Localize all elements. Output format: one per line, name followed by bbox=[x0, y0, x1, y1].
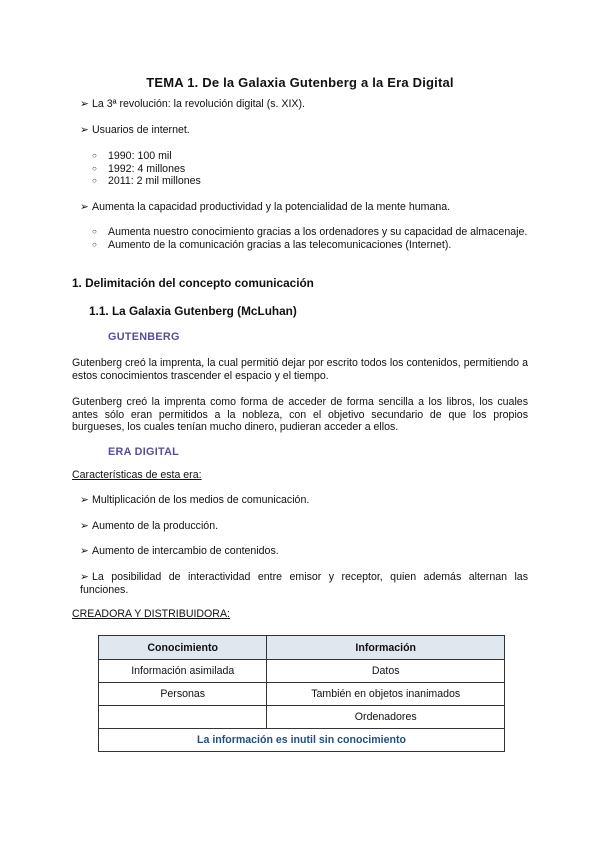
table-footer-row bbox=[99, 729, 505, 752]
table-row bbox=[99, 660, 505, 683]
arrow-bullet-icon: ➢ bbox=[80, 545, 89, 557]
arrow-bullet-icon: ➢ bbox=[80, 571, 89, 583]
section-heading-1-1: 1.1. La Galaxia Gutenberg (McLuhan) bbox=[89, 304, 297, 318]
gutenberg-heading: GUTENBERG bbox=[108, 331, 180, 343]
table-cell: Información asimilada bbox=[99, 660, 267, 683]
bullet-usuarios: ➢ Usuarios de internet. bbox=[80, 124, 190, 136]
section-heading-1: 1. Delimitación del concepto comunicación bbox=[72, 276, 314, 290]
list-item: ○ 2011: 2 mil millones bbox=[92, 175, 528, 188]
bullet-capacidad: ➢ Aumenta la capacidad productividad y la potencialidad de la mente humana. bbox=[80, 201, 451, 213]
table-row bbox=[99, 706, 505, 729]
gutenberg-paragraph-1: Gutenberg creó la imprenta, la cual permitió dejar por escrito todos los contenidos, permitiendo a estos conocimientos trascender el espacio y el tiempo. bbox=[72, 357, 528, 382]
table-header-cell: Información bbox=[267, 636, 505, 660]
era-bullet: ➢ Aumento de la producción. bbox=[80, 520, 219, 532]
gutenberg-paragraph-2: Gutenberg creó la imprenta como forma de acceder de forma sencilla a los libros, los cuales antes sólo eran permitidos a la nobleza, con el objetivo secundario de que los propios burgueses, los cuales tenían mucho dinero, pudieran acceder a ellos. bbox=[72, 396, 528, 433]
era-bullet: ➢ La posibilidad de interactividad entre emisor y receptor, quien además alternan las funciones. bbox=[80, 571, 528, 596]
arrow-bullet-icon: ➢ bbox=[80, 494, 89, 506]
list-item: ○ Aumenta nuestro conocimiento gracias a los ordenadores y su capacidad de almacenaje. bbox=[92, 226, 528, 239]
usuarios-list bbox=[92, 150, 528, 188]
arrow-bullet-icon: ➢ bbox=[80, 98, 89, 110]
table-cell: Datos bbox=[267, 660, 505, 683]
table-cell: Ordenadores bbox=[267, 706, 505, 729]
arrow-bullet-icon: ➢ bbox=[80, 201, 89, 213]
era-bullet: ➢ Multiplicación de los medios de comunicación. bbox=[80, 494, 310, 506]
table-header-row bbox=[99, 636, 505, 660]
table-row bbox=[99, 683, 505, 706]
table-footer-cell: La información es inutil sin conocimiento bbox=[99, 729, 505, 752]
table-header-cell: Conocimiento bbox=[99, 636, 267, 660]
table-cell bbox=[99, 706, 267, 729]
capacidad-list bbox=[92, 226, 528, 251]
creadora-label: CREADORA Y DISTRIBUIDORA: bbox=[72, 608, 230, 620]
list-item: ○ 1992: 4 millones bbox=[92, 163, 528, 176]
list-item: ○ 1990: 100 mil bbox=[92, 150, 528, 163]
list-item: ○ Aumento de la comunicación gracias a las telecomunicaciones (Internet). bbox=[92, 239, 528, 252]
bullet-revolucion: ➢ La 3ª revolución: la revolución digital (s. XIX). bbox=[80, 98, 305, 110]
table-cell: También en objetos inanimados bbox=[267, 683, 505, 706]
arrow-bullet-icon: ➢ bbox=[80, 520, 89, 532]
table-cell: Personas bbox=[99, 683, 267, 706]
page-title: TEMA 1. De la Galaxia Gutenberg a la Era Digital bbox=[146, 75, 454, 90]
arrow-bullet-icon: ➢ bbox=[80, 124, 89, 136]
era-digital-heading: ERA DIGITAL bbox=[108, 446, 180, 458]
era-bullet: ➢ Aumento de intercambio de contenidos. bbox=[80, 545, 279, 557]
caracteristicas-label: Características de esta era: bbox=[72, 469, 202, 481]
conocimiento-informacion-table bbox=[98, 635, 505, 752]
